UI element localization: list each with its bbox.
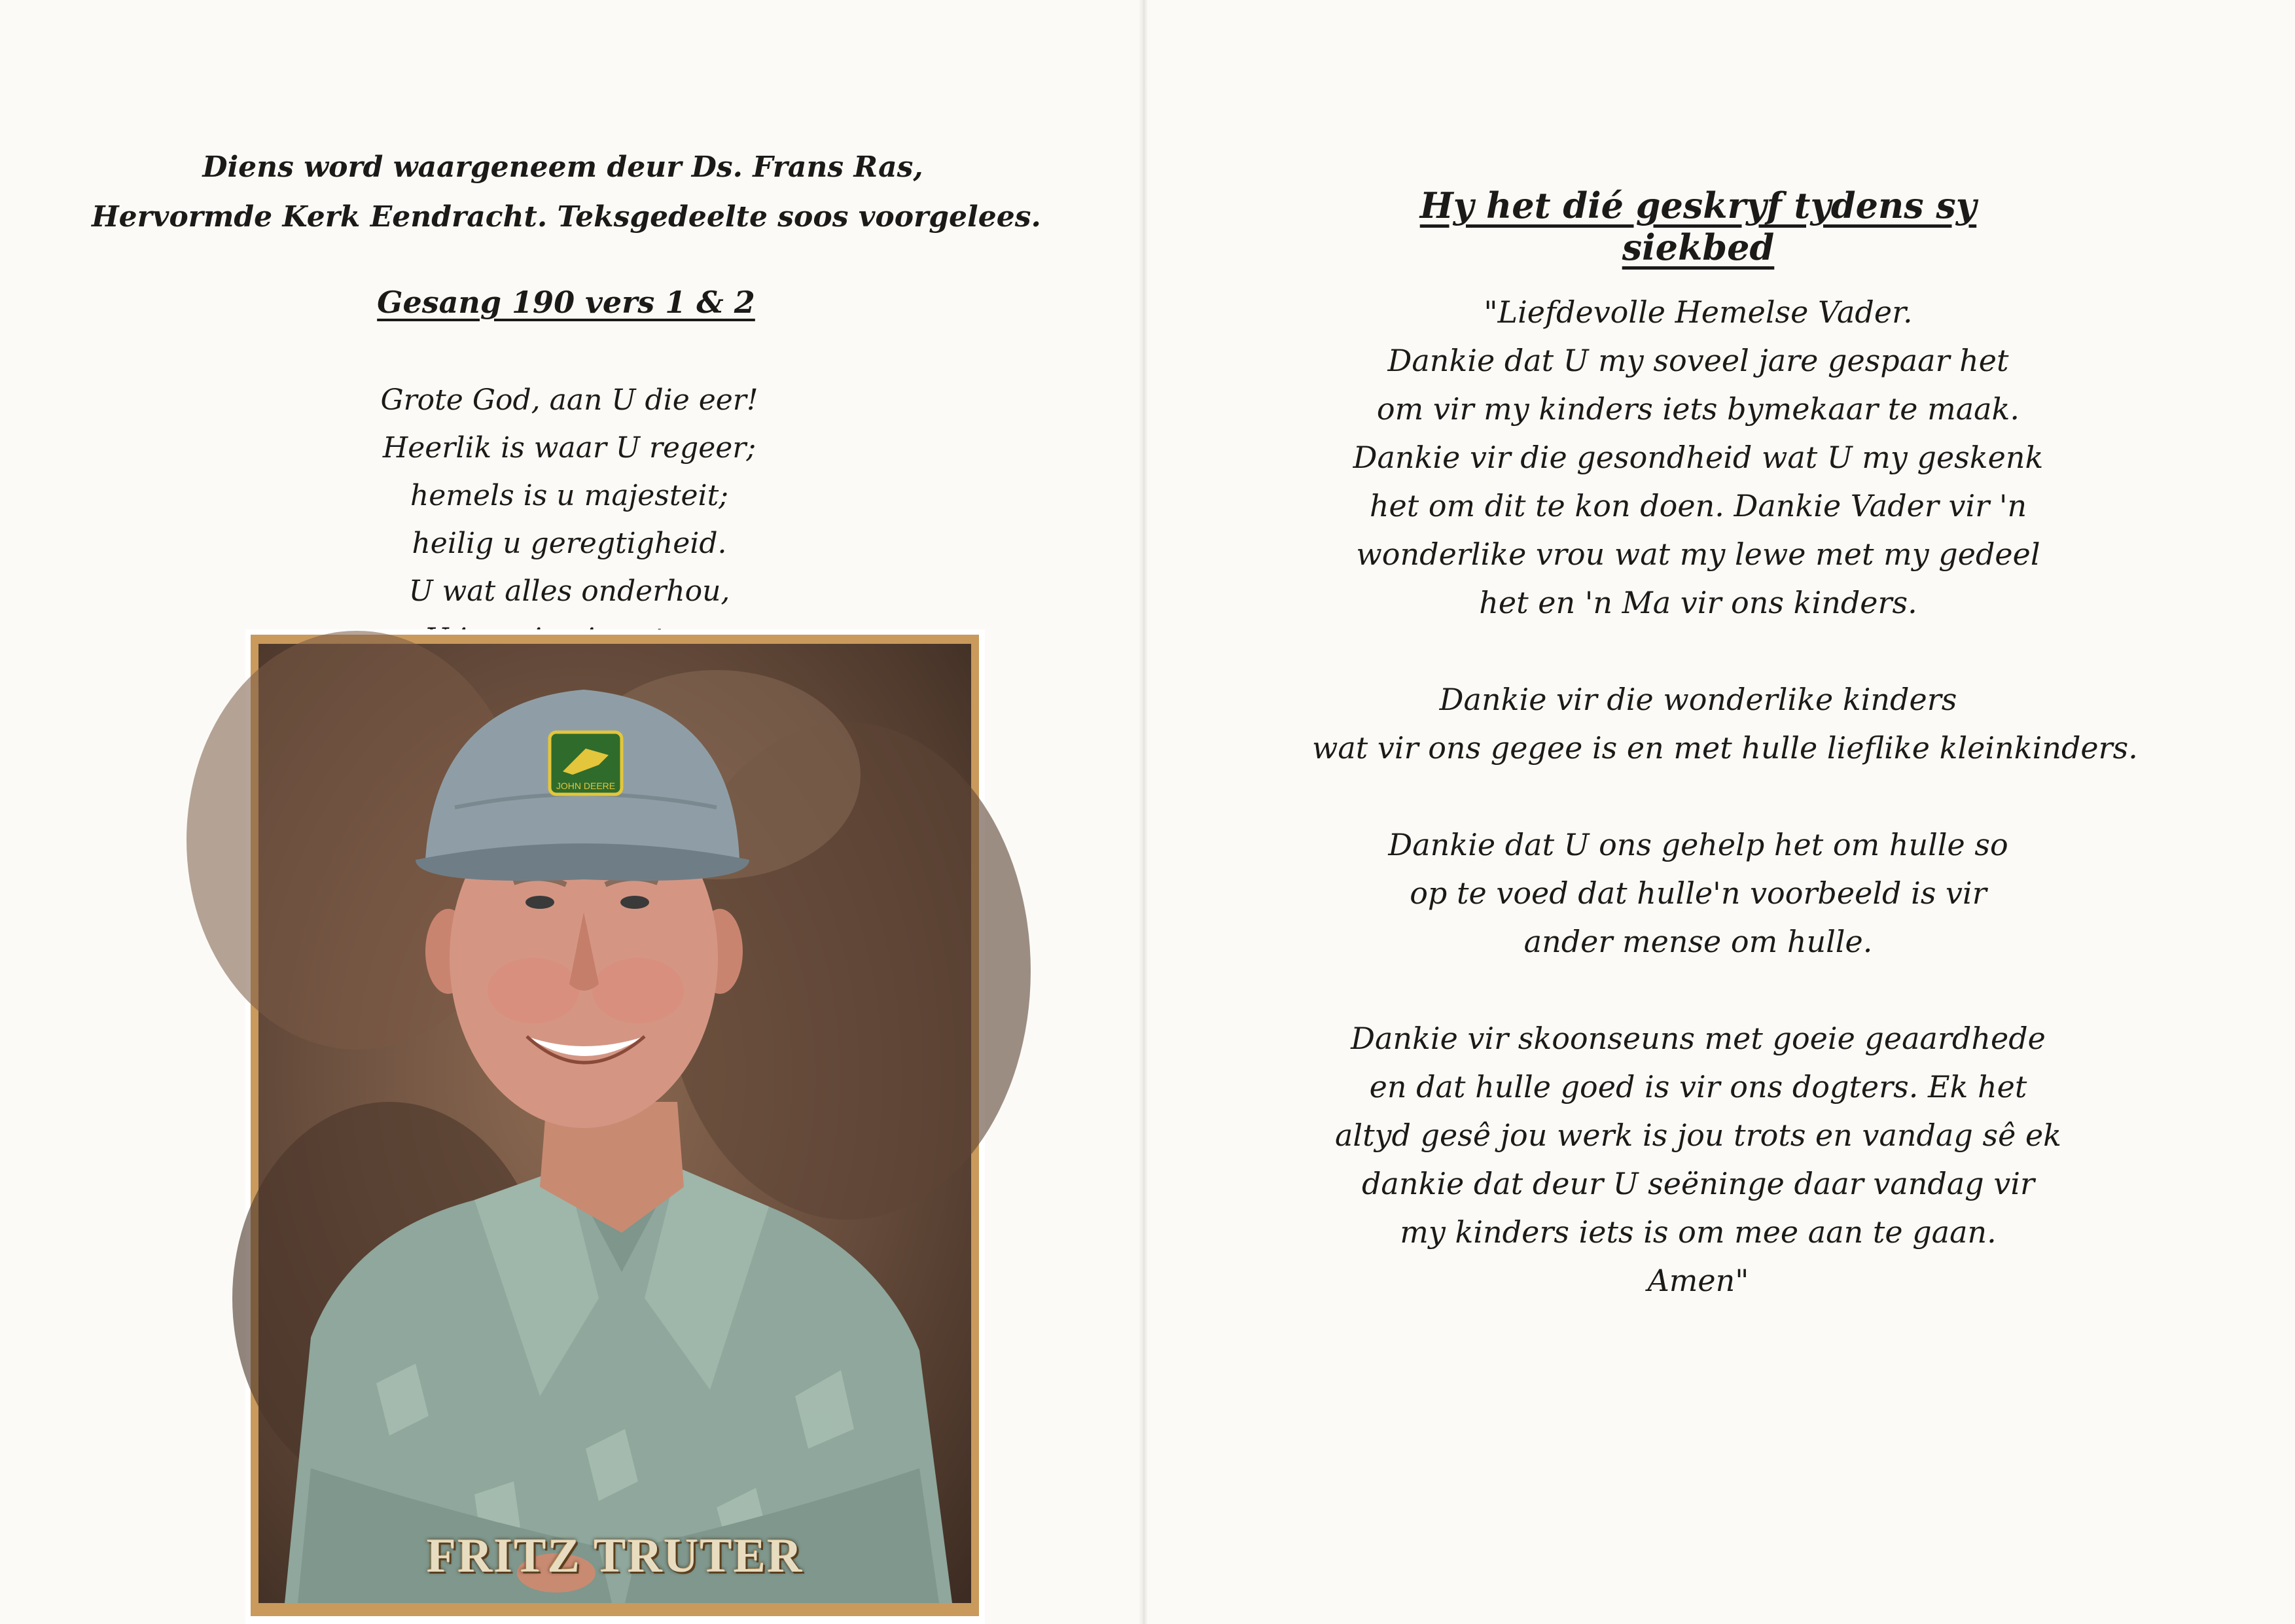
prayer-line: Amen" [1647, 1263, 1749, 1298]
prayer-line: Dankie vir skoonseuns met goeie geaardhede [1351, 1021, 2046, 1056]
prayer-line: het om dit te kon doen. Dankie Vader vir 'n [1369, 488, 2027, 523]
prayer-line: wonderlike vrou wat my lewe met my gedeel [1356, 537, 2040, 572]
prayer-line: en dat hulle goed is vir ons dogters. Ek het [1369, 1069, 2027, 1104]
cap-badge-text: JOHN DEERE [556, 781, 616, 791]
hymn-line: U wat alles onderhou, [408, 574, 730, 608]
prayer-line: Dankie vir die wonderlike kinders [1439, 682, 1957, 717]
prayer-line: Dankie dat U ons gehelp het om hulle so [1388, 827, 2008, 862]
prayer-line: ander mense om hulle. [1523, 924, 1873, 959]
prayer-line: altyd gesê jou werk is jou trots en vandag sê ek [1334, 1118, 2062, 1153]
service-intro-line: Hervormde Kerk Eendracht. Teksgedeelte soos voorgelees. [92, 200, 1041, 234]
prayer-line: op te voed dat hulle'n voorbeeld is vir [1410, 875, 1987, 911]
portrait-name-caption: FRITZ TRUTER [426, 1529, 804, 1583]
right-page [1148, 0, 2295, 1624]
prayer-heading: Hy het dié geskryf tydens sy siekbed [1419, 185, 1977, 268]
hymn-line: Heerlik is waar U regeer; [382, 431, 756, 465]
prayer-line: het en 'n Ma vir ons kinders. [1479, 585, 1917, 620]
prayer-line: om vir my kinders iets bymekaar te maak. [1376, 391, 2020, 427]
prayer-line: Dankie vir die gesondheid wat U my geskenk [1353, 440, 2044, 475]
portrait-photo [258, 644, 971, 1603]
prayer-line: Dankie dat U my soveel jare gespaar het [1387, 343, 2009, 378]
hymn-text [262, 376, 877, 622]
portrait-photo-card [245, 629, 985, 1624]
prayer-text [1312, 288, 2138, 1305]
hymn-line: heilig u geregtigheid. [412, 527, 727, 560]
left-page [0, 0, 1142, 1624]
prayer-line: wat vir ons gegee is en met hulle lieflike kleinkinders. [1312, 730, 2138, 766]
hymn-title: Gesang 190 vers 1 & 2 [377, 285, 755, 320]
prayer-line: dankie dat deur U seëninge daar vandag vir [1361, 1166, 2035, 1201]
paragraph-gap [1312, 627, 2084, 675]
hymn-line: hemels is u majesteit; [410, 479, 729, 512]
prayer-line: "Liefdevolle Hemelse Vader. [1484, 294, 1913, 330]
hymn-line: Grote God, aan U die eer! [380, 383, 758, 417]
portrait-illustration [258, 644, 971, 1603]
service-intro-line: Diens word waargeneem deur Ds. Frans Ras, [202, 150, 923, 184]
service-intro [92, 143, 1041, 242]
prayer-line: my kinders iets is om mee aan te gaan. [1400, 1214, 1997, 1250]
paragraph-gap [1312, 966, 2084, 1014]
photo-border [251, 635, 979, 1616]
paragraph-gap [1312, 772, 2084, 821]
